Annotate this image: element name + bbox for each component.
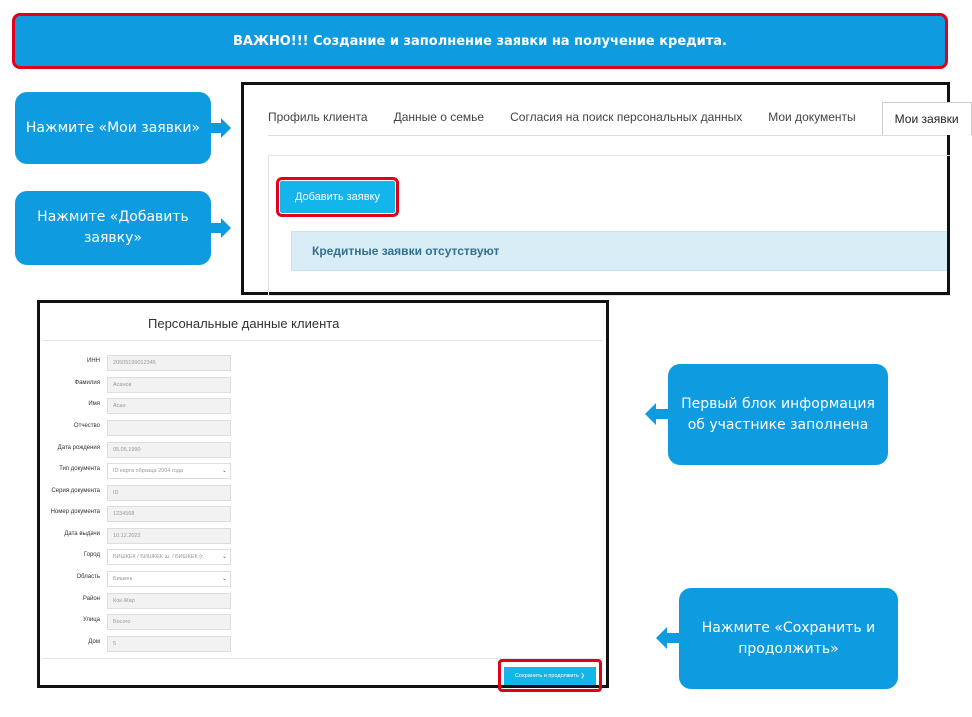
field-district — [40, 593, 240, 609]
field-doc-type — [40, 463, 240, 479]
birth-date-input[interactable]: 05.05.1990 — [107, 442, 231, 458]
tab-my-requests[interactable]: Мои заявки — [882, 102, 972, 135]
arrow-stub — [211, 123, 221, 133]
surname-input[interactable]: Асанов — [107, 377, 231, 393]
field-label: Дата выдачи — [64, 531, 100, 537]
arrow-stub — [656, 409, 668, 419]
doc-type-select[interactable] — [107, 463, 231, 479]
callout-first-block-text: Первый блок информация об участнике заполнена — [681, 395, 875, 433]
arrow-right-icon — [221, 218, 231, 238]
city-value: БИШКЕК / БИШКЕК ш. / БИШКЕК (г. — [113, 554, 204, 560]
field-house — [40, 636, 240, 652]
field-patronymic — [40, 420, 240, 436]
arrow-right-icon — [221, 118, 231, 138]
callout-add-request — [15, 191, 211, 265]
tab-my-documents[interactable]: Мои документы — [768, 110, 856, 124]
tab-consents[interactable]: Согласия на поиск персональных данных — [510, 110, 743, 124]
field-label: Серия документа — [51, 488, 100, 494]
callout-add-request-text: Нажмите «Добавить заявку» — [37, 209, 189, 246]
field-label: Тип документа — [59, 466, 100, 472]
field-label: Дом — [88, 639, 100, 645]
street-input[interactable]: Босого — [107, 614, 231, 630]
field-label: Имя — [88, 401, 100, 407]
chevron-down-icon: ⌄ — [221, 468, 227, 474]
district-input[interactable]: Кок-Жар — [107, 593, 231, 609]
field-label: Номер документа — [50, 509, 100, 515]
doc-type-value: ID карта образца 2004 года — [113, 468, 183, 474]
client-tabs-screenshot — [241, 82, 959, 295]
callout-first-block — [668, 364, 888, 465]
no-requests-text: Кредитные заявки отсутствуют — [312, 244, 500, 258]
region-value: Бишкек — [113, 576, 133, 582]
tab-family-data[interactable]: Данные о семье — [393, 110, 485, 124]
add-request-button[interactable]: Добавить заявку — [280, 181, 395, 213]
house-input[interactable]: 5 — [107, 636, 231, 652]
tab-client-profile[interactable]: Профиль клиента — [268, 110, 368, 124]
callout-save-continue-text: Нажмите «Сохранить и продолжить» — [701, 619, 876, 657]
field-birth-date — [40, 442, 240, 458]
field-inn — [40, 355, 240, 371]
arrow-stub — [667, 633, 679, 643]
field-doc-series — [40, 485, 240, 501]
field-city — [40, 549, 240, 565]
field-doc-number — [40, 506, 240, 522]
save-and-continue-button[interactable]: Сохранить и продолжить ❯ — [504, 667, 596, 685]
callout-my-requests — [15, 92, 211, 164]
field-label: Район — [82, 596, 100, 602]
tab-divider — [268, 135, 947, 136]
patronymic-input[interactable] — [107, 420, 231, 436]
field-street — [40, 614, 240, 630]
important-banner — [12, 13, 948, 69]
field-name — [40, 398, 240, 414]
no-requests-alert — [291, 231, 947, 271]
field-label: Дата рождения — [57, 445, 100, 451]
personal-data-title: Персональные данные клиента — [148, 316, 340, 331]
field-issue-date — [40, 528, 240, 544]
field-region — [40, 571, 240, 587]
field-surname — [40, 377, 240, 393]
personal-data-screenshot — [37, 300, 609, 688]
chevron-down-icon: ⌄ — [221, 576, 227, 582]
name-input[interactable]: Асан — [107, 398, 231, 414]
field-label: Отчество — [73, 423, 100, 429]
city-select[interactable] — [107, 549, 231, 565]
callout-my-requests-text: Нажмите «Мои заявки» — [25, 119, 201, 136]
field-label: Фамилия — [74, 380, 100, 386]
issue-date-input[interactable]: 10.12.2022 — [107, 528, 231, 544]
field-label: Город — [83, 552, 100, 558]
title-divider — [43, 340, 603, 341]
doc-series-input[interactable]: ID — [107, 485, 231, 501]
field-label: ИНН — [87, 358, 100, 364]
banner-text: ВАЖНО!!! Создание и заполнение заявки на получение кредита. — [232, 33, 727, 49]
arrow-left-icon — [656, 627, 667, 649]
region-select[interactable] — [107, 571, 231, 587]
client-tabs — [268, 99, 972, 135]
doc-number-input[interactable]: 1234568 — [107, 506, 231, 522]
chevron-down-icon: ⌄ — [221, 554, 227, 560]
field-label: Улица — [82, 617, 100, 623]
inn-input[interactable]: 20505199012345 — [107, 355, 231, 371]
callout-save-continue — [679, 588, 898, 689]
field-label: Область — [76, 574, 100, 580]
arrow-left-icon — [645, 403, 656, 425]
arrow-stub — [211, 223, 221, 233]
